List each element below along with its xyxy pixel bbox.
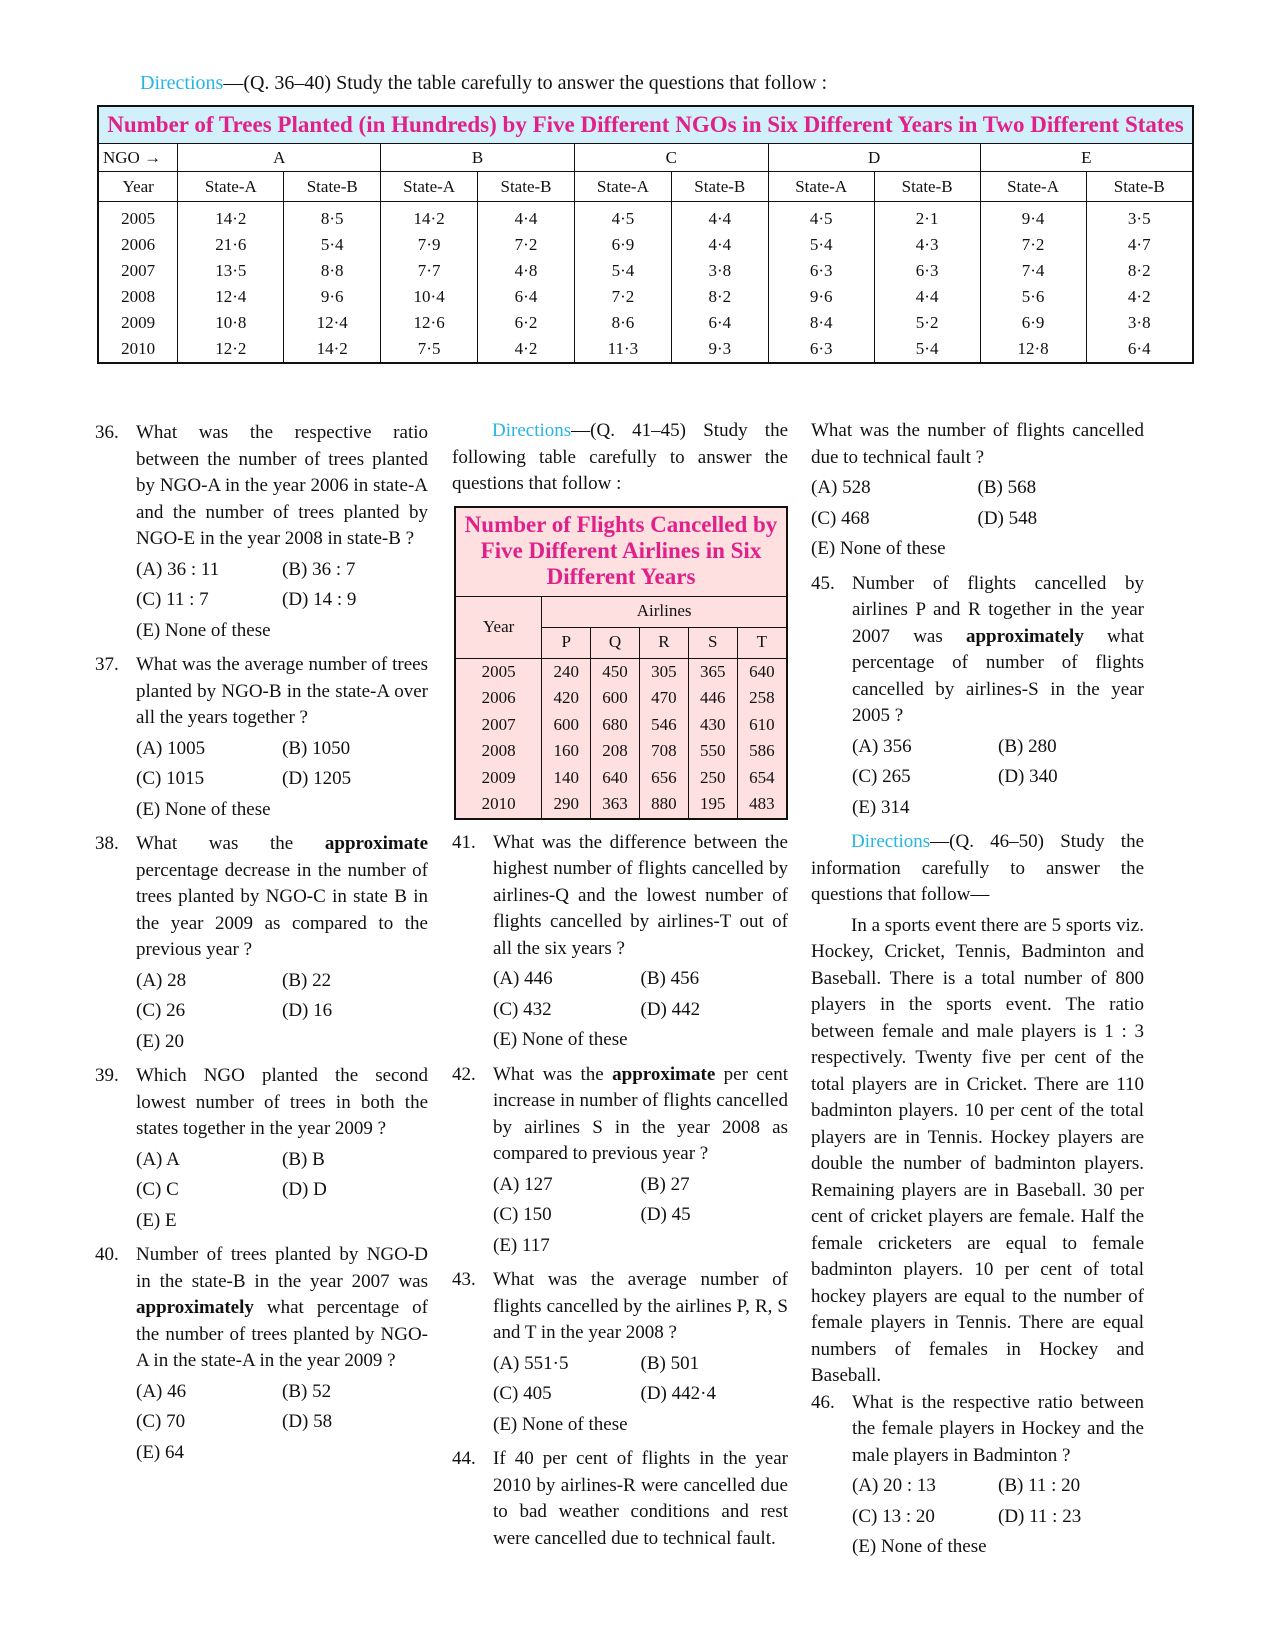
value-cell: 8·5	[284, 202, 381, 233]
value-cell: 6·3	[768, 258, 874, 284]
answer-option[interactable]: (D) 16	[282, 1000, 333, 1021]
answer-option[interactable]: (A) 36 : 11	[136, 558, 220, 580]
answer-option[interactable]: (C) 11 : 7	[136, 589, 209, 610]
question-number: 39.	[95, 1065, 119, 1086]
state-header: State-B	[671, 172, 768, 202]
directions-q41-45	[452, 418, 788, 498]
ngo-header: B	[381, 144, 575, 172]
value-cell: 610	[737, 712, 786, 739]
year-cell: 2009	[121, 313, 156, 332]
answer-options	[136, 557, 428, 645]
year-label: Year	[456, 597, 542, 659]
answer-option[interactable]: (D) 442	[640, 998, 701, 1020]
value-cell: 483	[737, 791, 786, 818]
value-cell: 365	[688, 658, 737, 685]
value-cell: 600	[591, 685, 640, 712]
question-number: 45.	[811, 572, 835, 594]
question-text-pre: What was the	[136, 833, 325, 854]
column-1	[95, 420, 428, 1474]
value-cell: 6·3	[874, 258, 980, 284]
question-36	[95, 420, 428, 644]
value-cell: 9·3	[671, 336, 768, 362]
state-header: State-A	[768, 172, 874, 202]
value-cell: 3·8	[671, 258, 768, 284]
column-3	[811, 418, 1144, 1569]
question-text	[493, 1267, 788, 1347]
answer-option[interactable]: (A) 356	[852, 735, 912, 757]
answer-options	[493, 1172, 788, 1260]
value-cell: 7·2	[478, 232, 575, 258]
answer-option[interactable]: (C) 13 : 20	[852, 1505, 935, 1527]
value-cell: 4·8	[478, 258, 575, 284]
answer-option[interactable]: (B) B	[282, 1148, 325, 1170]
q44-continued: What was the number of flights cancelled due to technical fault ?	[811, 420, 1144, 468]
year-label: Year	[99, 172, 178, 202]
answer-option[interactable]: (A) 446	[493, 968, 553, 989]
question-text-body: What was the average number of flights cancelled by the airlines P, R, S and T in the year 2008 ?	[493, 1269, 788, 1343]
answer-option[interactable]: (B) 36 : 7	[282, 558, 356, 580]
answer-options	[136, 1147, 428, 1235]
value-cell: 7·5	[381, 336, 478, 362]
value-cell: 5·2	[874, 310, 980, 336]
value-cell: 14·2	[284, 336, 381, 362]
value-cell: 5·4	[284, 232, 381, 258]
value-cell: 250	[688, 765, 737, 792]
value-cell: 258	[737, 685, 786, 712]
table-row	[99, 336, 1192, 362]
answer-option[interactable]: (C) 468	[811, 507, 870, 529]
directions-text: —(Q. 46–50) Study the information carefully to answer the questions that follow—	[811, 831, 1144, 905]
question-number: 37.	[95, 654, 119, 675]
question-text	[136, 831, 428, 964]
question-number: 36.	[95, 422, 119, 443]
table-row	[456, 738, 786, 765]
column-2	[452, 418, 788, 1560]
state-header: State-B	[874, 172, 980, 202]
value-cell: 6·4	[671, 310, 768, 336]
value-cell: 4·3	[874, 232, 980, 258]
answer-option[interactable]: (C) 265	[852, 766, 911, 787]
value-cell: 6·3	[768, 336, 874, 362]
year-cell: 2009	[456, 765, 542, 792]
value-cell: 7·2	[574, 284, 671, 310]
value-cell: 10·8	[178, 310, 284, 336]
table-row	[456, 791, 786, 818]
answer-option[interactable]: (C) 405	[493, 1383, 552, 1404]
value-cell: 6·9	[574, 232, 671, 258]
answer-option[interactable]: (E) E	[136, 1209, 177, 1231]
question-text-bold: approximately	[136, 1297, 254, 1318]
directions-q36-40	[140, 72, 827, 95]
value-cell: 14·2	[381, 202, 478, 233]
question-text	[493, 830, 788, 963]
question-text	[136, 652, 428, 732]
question-text-pre: Number of trees planted by NGO-D in the state-B in the year 2007 was	[136, 1244, 428, 1292]
value-cell: 11·3	[574, 336, 671, 362]
question-text	[493, 1062, 788, 1168]
question-44	[452, 1446, 788, 1552]
question-text-post: percentage decrease in the number of trees planted by NGO-C in state B in the year 2009 as compared to the previous year ?	[136, 859, 428, 960]
answer-option[interactable]: (D) 1205	[282, 768, 352, 789]
answer-option[interactable]: (D) 340	[998, 766, 1058, 787]
answer-options	[493, 1351, 788, 1439]
question-text	[136, 1063, 428, 1143]
state-header: State-A	[574, 172, 671, 202]
state-header: State-A	[381, 172, 478, 202]
question-41	[452, 830, 788, 1054]
trees-table-title: Number of Trees Planted (in Hundreds) by Five Different NGOs in Six Different Years in Two Different States	[99, 107, 1192, 144]
question-text-body: If 40 per cent of flights in the year 2010 by airlines-R were cancelled due to bad weather conditions and rest were cancelled due to technical fault.	[493, 1448, 788, 1549]
answer-option[interactable]: (E) None of these	[136, 798, 271, 820]
question-42	[452, 1062, 788, 1260]
directions-label: Directions	[140, 72, 224, 94]
answer-option[interactable]: (B) 27	[640, 1173, 690, 1195]
answer-option[interactable]: (B) 568	[977, 477, 1037, 498]
question-text	[852, 1390, 1144, 1470]
state-header: State-A	[178, 172, 284, 202]
question-number: 44.	[452, 1448, 476, 1469]
airline-header: S	[688, 627, 737, 658]
table-row	[99, 232, 1192, 258]
question-39	[95, 1063, 428, 1234]
value-cell: 3·5	[1086, 202, 1192, 233]
value-cell: 363	[591, 791, 640, 818]
value-cell: 5·4	[574, 258, 671, 284]
year-cell: 2006	[456, 685, 542, 712]
answer-option[interactable]: (C) 70	[136, 1411, 186, 1432]
value-cell: 4·4	[478, 202, 575, 233]
value-cell: 6·4	[478, 284, 575, 310]
value-cell: 8·2	[671, 284, 768, 310]
airline-header: T	[737, 627, 786, 658]
year-cell: 2005	[121, 209, 156, 228]
value-cell: 8·8	[284, 258, 381, 284]
question-text	[136, 420, 428, 553]
answer-option[interactable]: (E) 20	[136, 1030, 185, 1052]
value-cell: 708	[639, 738, 688, 765]
value-cell: 880	[639, 791, 688, 818]
ngo-header: C	[574, 144, 768, 172]
value-cell: 2·1	[874, 202, 980, 233]
answer-option[interactable]: (B) 280	[998, 735, 1057, 757]
answer-option[interactable]: (D) 442·4	[640, 1383, 716, 1404]
question-46	[811, 1390, 1144, 1561]
value-cell: 3·8	[1086, 310, 1192, 336]
question-text-body: What was the respective ratio between the number of trees planted by NGO-A in the year 2006 in state-A and the number of trees planted by NGO-E in the year 2008 in state-B ?	[136, 422, 428, 549]
value-cell: 7·4	[980, 258, 1086, 284]
directions-text: —(Q. 36–40) Study the table carefully to answer the questions that follow :	[223, 72, 828, 94]
directions-q46-50	[811, 829, 1144, 909]
year-cell: 2007	[121, 261, 156, 280]
value-cell: 8·2	[1086, 258, 1192, 284]
question-text-body: Which NGO planted the second lowest number of trees in both the states together in the year 2009 ?	[136, 1065, 428, 1139]
value-cell: 6·2	[478, 310, 575, 336]
value-cell: 600	[542, 712, 591, 739]
question-text	[493, 1446, 788, 1552]
question-38	[95, 831, 428, 1055]
table-row	[456, 685, 786, 712]
table-row	[456, 765, 786, 792]
year-cell: 2010	[121, 339, 156, 358]
question-text-pre: What was the	[493, 1063, 613, 1085]
answer-options	[136, 968, 428, 1056]
question-45	[811, 571, 1144, 822]
question-number: 43.	[452, 1269, 476, 1290]
table-row	[456, 658, 786, 685]
answer-option[interactable]: (B) 1050	[282, 737, 351, 759]
question-40	[95, 1242, 428, 1466]
ngo-header: D	[768, 144, 980, 172]
answer-option[interactable]: (B) 52	[282, 1380, 332, 1402]
sports-info-paragraph: In a sports event there are 5 sports viz. Hockey, Cricket, Tennis, Badminton and Baseball. There is a total number of 800 players in the sports event. The ratio between female and male players is 1 : 3 respectively. Twenty five per cent of the total players are in Cricket. There are 110 badminton players. 10 per cent of the total players are in Tennis. Hockey players are double the number of badminton players. Remaining players are in Baseball. 30 per cent of cricket players are female. Half the female cricketers are equal to female badminton players. 10 per cent of total hockey players are equal to the number of female players in Tennis. There are equal numbers of females in Hockey and Baseball.	[811, 914, 1144, 1386]
answer-option[interactable]: (E) 64	[136, 1441, 185, 1463]
question-text-body: What is the respective ratio between the female players in Hockey and the male players in Badminton ?	[852, 1391, 1144, 1466]
year-cell: 2006	[121, 235, 156, 254]
value-cell: 195	[688, 791, 737, 818]
question-37	[95, 652, 428, 823]
answer-option[interactable]: (E) None of these	[493, 1029, 628, 1050]
airline-header: P	[542, 627, 591, 658]
answer-option[interactable]: (C) 150	[493, 1204, 552, 1225]
value-cell: 546	[639, 712, 688, 739]
directions-label: Directions	[492, 420, 572, 441]
value-cell: 6·9	[980, 310, 1086, 336]
value-cell: 12·6	[381, 310, 478, 336]
value-cell: 7·9	[381, 232, 478, 258]
table-row	[99, 202, 1192, 233]
answer-options	[493, 966, 788, 1054]
question-text-post: what percentage of number of flights cancelled by airlines-S in the year 2005 ?	[852, 625, 1144, 726]
question-number: 41.	[452, 831, 476, 853]
answer-option[interactable]: (E) 117	[493, 1234, 550, 1256]
question-text-bold: approximate	[612, 1063, 716, 1085]
airlines-header-row	[456, 597, 786, 628]
value-cell: 6·4	[1086, 336, 1192, 362]
table-row	[456, 712, 786, 739]
value-cell: 9·4	[980, 202, 1086, 233]
value-cell: 21·6	[178, 232, 284, 258]
answer-option[interactable]: (A) A	[136, 1148, 180, 1170]
value-cell: 8·6	[574, 310, 671, 336]
answer-option[interactable]: (B) 11 : 20	[998, 1475, 1081, 1496]
answer-option[interactable]: (A) 1005	[136, 737, 206, 759]
answer-option[interactable]: (E) 314	[852, 796, 910, 818]
trees-table	[97, 105, 1194, 364]
answer-options	[136, 1379, 428, 1467]
value-cell: 12·2	[178, 336, 284, 362]
value-cell: 7·7	[381, 258, 478, 284]
ngo-header: A	[178, 144, 381, 172]
question-text-body: What was the average number of trees planted by NGO-B in the state-A over all the years together ?	[136, 654, 428, 728]
question-43	[452, 1267, 788, 1438]
value-cell: 4·4	[874, 284, 980, 310]
value-cell: 160	[542, 738, 591, 765]
answer-option[interactable]: (B) 501	[640, 1352, 700, 1374]
value-cell: 13·5	[178, 258, 284, 284]
year-cell: 2005	[456, 658, 542, 685]
value-cell: 5·6	[980, 284, 1086, 310]
value-cell: 14·2	[178, 202, 284, 233]
table-row	[99, 310, 1192, 336]
answer-option[interactable]: (E) None of these	[493, 1413, 628, 1435]
answer-option[interactable]: (E) None of these	[811, 538, 946, 559]
answer-option[interactable]: (A) 46	[136, 1380, 187, 1402]
year-cell: 2007	[456, 712, 542, 739]
answer-option[interactable]: (D) 548	[977, 507, 1038, 529]
value-cell: 5·4	[768, 232, 874, 258]
question-text-bold: approximate	[324, 833, 428, 854]
flights-table	[454, 506, 788, 820]
value-cell: 640	[591, 765, 640, 792]
value-cell: 8·4	[768, 310, 874, 336]
value-cell: 4·2	[478, 336, 575, 362]
table-row	[99, 284, 1192, 310]
trees-table-grid	[99, 144, 1192, 362]
answer-option[interactable]: (D) D	[282, 1179, 327, 1200]
answer-option[interactable]: (D) 45	[640, 1204, 691, 1225]
year-cell: 2010	[456, 791, 542, 818]
value-cell: 654	[737, 765, 786, 792]
value-cell: 9·6	[284, 284, 381, 310]
question-text-post: per cent increase in number of flights cancelled by airlines S in the year 2008 as compared to previous year ?	[493, 1063, 789, 1164]
question-text	[852, 571, 1144, 730]
value-cell: 450	[591, 658, 640, 685]
value-cell: 7·2	[980, 232, 1086, 258]
question-text	[136, 1242, 428, 1375]
ngo-header: E	[980, 144, 1192, 172]
answer-option[interactable]: (D) 14 : 9	[282, 589, 357, 610]
table-row	[99, 258, 1192, 284]
answer-option[interactable]: (C) 1015	[136, 768, 205, 789]
value-cell: 4·4	[671, 202, 768, 233]
value-cell: 550	[688, 738, 737, 765]
answer-options	[852, 1473, 1144, 1561]
year-cell: 2008	[121, 287, 156, 306]
value-cell: 656	[639, 765, 688, 792]
answer-option[interactable]: (D) 58	[282, 1411, 333, 1432]
ngo-label: NGO →	[99, 144, 178, 172]
answer-option[interactable]: (E) None of these	[136, 619, 271, 641]
answer-option[interactable]: (A) 28	[136, 969, 187, 991]
value-cell: 5·4	[874, 336, 980, 362]
state-header: State-B	[1086, 172, 1192, 202]
directions-label: Directions	[851, 831, 931, 852]
answer-option[interactable]: (A) 20 : 13	[852, 1475, 936, 1496]
value-cell: 12·4	[178, 284, 284, 310]
airlines-label: Airlines	[542, 597, 786, 628]
value-cell: 12·8	[980, 336, 1086, 362]
question-text-body: What was the difference between the highest number of flights cancelled by airlines-Q and the lowest number of flights cancelled by airlines-T out of all the six years ?	[493, 831, 788, 959]
answer-options	[811, 475, 1144, 563]
value-cell: 640	[737, 658, 786, 685]
value-cell: 586	[737, 738, 786, 765]
value-cell: 420	[542, 685, 591, 712]
answer-option[interactable]: (C) C	[136, 1179, 179, 1200]
value-cell: 10·4	[381, 284, 478, 310]
answer-option[interactable]: (A) 127	[493, 1173, 553, 1195]
state-header: State-B	[284, 172, 381, 202]
value-cell: 4·5	[574, 202, 671, 233]
value-cell: 240	[542, 658, 591, 685]
state-header: State-A	[980, 172, 1086, 202]
value-cell: 290	[542, 791, 591, 818]
value-cell: 305	[639, 658, 688, 685]
answer-option[interactable]: (C) 432	[493, 998, 552, 1020]
question-number: 46.	[811, 1391, 835, 1413]
answer-option[interactable]: (A) 528	[811, 477, 871, 498]
question-text-pre: Number of flights cancelled by airlines P and R together in the year 2007 was	[852, 572, 1144, 647]
value-cell: 12·4	[284, 310, 381, 336]
year-cell: 2008	[456, 738, 542, 765]
answer-option[interactable]: (C) 26	[136, 1000, 186, 1021]
ngo-header-row	[99, 144, 1192, 172]
answer-option[interactable]: (E) None of these	[852, 1536, 987, 1557]
answer-option[interactable]: (D) 11 : 23	[998, 1505, 1082, 1527]
question-number: 38.	[95, 833, 119, 854]
value-cell: 140	[542, 765, 591, 792]
state-header: State-B	[478, 172, 575, 202]
state-header-row	[99, 172, 1192, 202]
value-cell: 4·5	[768, 202, 874, 233]
airline-header: R	[639, 627, 688, 658]
value-cell: 9·6	[768, 284, 874, 310]
question-number: 40.	[95, 1244, 119, 1265]
value-cell: 430	[688, 712, 737, 739]
value-cell: 4·7	[1086, 232, 1192, 258]
answer-options	[852, 734, 1144, 822]
answer-options	[136, 736, 428, 824]
answer-option[interactable]: (A) 551·5	[493, 1352, 569, 1374]
value-cell: 680	[591, 712, 640, 739]
flights-table-title: Number of Flights Cancelled by Five Different Airlines in Six Different Years	[456, 508, 786, 597]
value-cell: 446	[688, 685, 737, 712]
question-text-post: what percentage of the number of trees planted by NGO-A in the state-A in the year 2009 ?	[136, 1297, 428, 1371]
value-cell: 4·2	[1086, 284, 1192, 310]
value-cell: 4·4	[671, 232, 768, 258]
question-text-bold: approximately	[965, 625, 1084, 647]
answer-option[interactable]: (B) 22	[282, 969, 332, 991]
value-cell: 470	[639, 685, 688, 712]
directions-text: —(Q. 41–45) Study the following table carefully to answer the questions that follow :	[452, 420, 788, 494]
airline-header: Q	[591, 627, 640, 658]
value-cell: 208	[591, 738, 640, 765]
question-number: 42.	[452, 1063, 476, 1085]
flights-table-grid	[456, 597, 786, 818]
answer-option[interactable]: (B) 456	[640, 968, 700, 989]
